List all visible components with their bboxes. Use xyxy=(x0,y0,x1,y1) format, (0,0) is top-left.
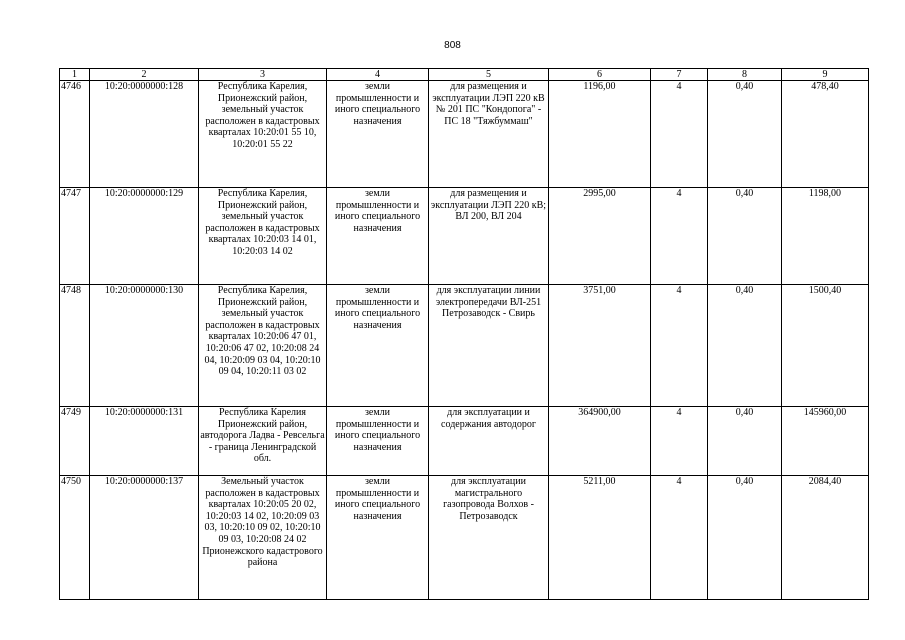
column-number: 7 xyxy=(651,69,708,81)
page-number: 808 xyxy=(444,40,461,51)
cadastral-number: 10:20:0000000:129 xyxy=(90,188,199,285)
column-number-row xyxy=(60,69,869,81)
land-plots-table xyxy=(59,68,869,600)
area: 2995,00 xyxy=(549,188,651,285)
row-number: 4748 xyxy=(60,285,90,407)
land-category: земли промышленности и иного специального назначения xyxy=(327,476,429,600)
location: Земельный участок расположен в кадастровых кварталах 10:20:05 20 02, 10:20:03 14 02, 10:20:09 03 03, 10:20:10 09 02, 10:20:10 09 03, 10:20:08 24 02 Прионежского кадастрового района xyxy=(199,476,327,600)
land-category: земли промышленности и иного специального назначения xyxy=(327,285,429,407)
table-row xyxy=(60,285,869,407)
column-number: 8 xyxy=(708,69,782,81)
amount: 478,40 xyxy=(782,81,869,188)
permitted-use: для размещения и эксплуатации ЛЭП 220 кВ № 201 ПС "Кондопога" - ПС 18 "Тяжбуммаш" xyxy=(429,81,549,188)
rate: 0,40 xyxy=(708,476,782,600)
column-number: 3 xyxy=(199,69,327,81)
table-row xyxy=(60,407,869,476)
cadastral-number: 10:20:0000000:128 xyxy=(90,81,199,188)
column-number: 1 xyxy=(60,69,90,81)
column-7-value: 4 xyxy=(651,285,708,407)
permitted-use: для размещения и эксплуатации ЛЭП 220 кВ; ВЛ 200, ВЛ 204 xyxy=(429,188,549,285)
rate: 0,40 xyxy=(708,407,782,476)
permitted-use: для эксплуатации линии электропередачи ВЛ-251 Петрозаводск - Свирь xyxy=(429,285,549,407)
row-number: 4749 xyxy=(60,407,90,476)
amount: 1198,00 xyxy=(782,188,869,285)
amount: 1500,40 xyxy=(782,285,869,407)
row-number: 4750 xyxy=(60,476,90,600)
permitted-use: для эксплуатации и содержания автодорог xyxy=(429,407,549,476)
column-number: 6 xyxy=(549,69,651,81)
table-row xyxy=(60,188,869,285)
area: 364900,00 xyxy=(549,407,651,476)
row-number: 4746 xyxy=(60,81,90,188)
location: Республика Карелия Прионежский район, автодорога Ладва - Ревсельга - граница Ленинградской обл. xyxy=(199,407,327,476)
column-number: 4 xyxy=(327,69,429,81)
column-number: 5 xyxy=(429,69,549,81)
column-7-value: 4 xyxy=(651,81,708,188)
column-7-value: 4 xyxy=(651,407,708,476)
amount: 145960,00 xyxy=(782,407,869,476)
area: 1196,00 xyxy=(549,81,651,188)
area: 3751,00 xyxy=(549,285,651,407)
area: 5211,00 xyxy=(549,476,651,600)
rate: 0,40 xyxy=(708,285,782,407)
location: Республика Карелия, Прионежский район, земельный участок расположен в кадастровых кварталах 10:20:03 14 01, 10:20:03 14 02 xyxy=(199,188,327,285)
permitted-use: для эксплуатации магистрального газопровода Волхов - Петрозаводск xyxy=(429,476,549,600)
column-7-value: 4 xyxy=(651,476,708,600)
cadastral-number: 10:20:0000000:137 xyxy=(90,476,199,600)
location: Республика Карелия, Прионежский район, земельный участок расположен в кадастровых кварталах 10:20:06 47 01, 10:20:06 47 02, 10:20:08 24 04, 10:20:09 03 04, 10:20:10 09 04, 10:20:11 03 02 xyxy=(199,285,327,407)
land-category: земли промышленности и иного специального назначения xyxy=(327,188,429,285)
table-row xyxy=(60,81,869,188)
location: Республика Карелия, Прионежский район, земельный участок расположен в кадастровых кварталах 10:20:01 55 10, 10:20:01 55 22 xyxy=(199,81,327,188)
column-7-value: 4 xyxy=(651,188,708,285)
row-number: 4747 xyxy=(60,188,90,285)
land-category: земли промышленности и иного специального назначения xyxy=(327,81,429,188)
amount: 2084,40 xyxy=(782,476,869,600)
cadastral-number: 10:20:0000000:131 xyxy=(90,407,199,476)
column-number: 9 xyxy=(782,69,869,81)
rate: 0,40 xyxy=(708,188,782,285)
column-number: 2 xyxy=(90,69,199,81)
cadastral-number: 10:20:0000000:130 xyxy=(90,285,199,407)
land-category: земли промышленности и иного специального назначения xyxy=(327,407,429,476)
rate: 0,40 xyxy=(708,81,782,188)
table-row xyxy=(60,476,869,600)
